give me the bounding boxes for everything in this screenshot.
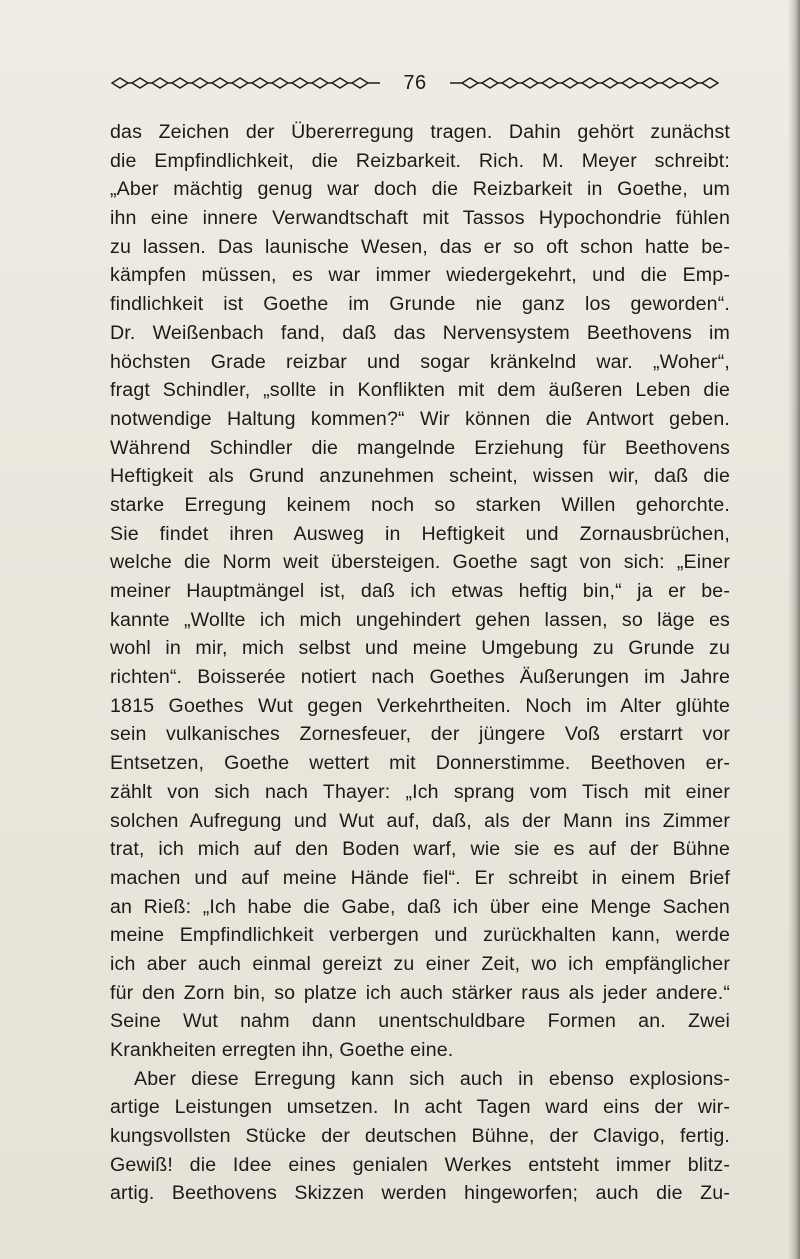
text-line-paragraph-end: Krankheiten erregten ihn, Goethe eine.	[110, 1039, 454, 1061]
text-line: Dr. Weißenbach fand, daß das Nervensystem Beethovens im	[110, 321, 730, 344]
text-line: richten“. Boisserée notiert nach Goethes Äußerungen im Jahre	[110, 666, 730, 689]
text-line: zu lassen. Das launische Wesen, das er so oft schon hatte be-	[110, 235, 730, 258]
text-line: artige Leistungen umsetzen. In acht Tagen ward eins der wir-	[110, 1096, 730, 1119]
text-line: artig. Beethovens Skizzen werden hingeworfen; auch die Zu-	[110, 1182, 730, 1205]
text-line: kungsvollsten Stücke der deutschen Bühne, der Clavigo, fertig.	[110, 1125, 730, 1148]
page-edge-shadow	[788, 0, 800, 1259]
text-line: starke Erregung keinem noch so starken Willen gehorchte.	[110, 493, 730, 516]
text-line: Entsetzen, Goethe wettert mit Donnerstimme. Beethoven er-	[110, 752, 730, 775]
text-line: für den Zorn bin, so platze ich auch stärker raus als jeder andere.“	[110, 981, 730, 1004]
text-line: wohl in mir, mich selbst und meine Umgebung zu Grunde zu	[110, 637, 730, 660]
page-header	[110, 68, 720, 98]
text-line: an Rieß: „Ich habe die Gabe, daß ich über eine Menge Sachen	[110, 895, 730, 918]
text-line: zählt von sich nach Thayer: „Ich sprang vom Tisch mit einer	[110, 780, 730, 803]
text-line: kannte „Wollte ich mich ungehindert gehen lassen, so läge es	[110, 608, 730, 631]
text-line: sein vulkanisches Zornesfeuer, der jüngere Voß erstarrt vor	[110, 723, 730, 746]
text-line: machen und auf meine Hände fiel“. Er schreibt in einem Brief	[110, 866, 730, 889]
text-line: meiner Hauptmängel ist, daß ich etwas heftig bin,“ ja er be-	[110, 580, 730, 602]
diamond-chain-ornament-icon	[110, 76, 382, 90]
text-line: kämpfen müssen, es war immer wiedergekehrt, und die Emp-	[110, 264, 730, 287]
text-line: Seine Wut nahm dann unentschuldbare Formen an. Zwei	[110, 1010, 730, 1033]
diamond-chain-ornament-icon	[448, 76, 720, 90]
text-line: welche die Norm weit übersteigen. Goethe sagt von sich: „Einer	[110, 551, 730, 574]
text-line: Während Schindler die mangelnde Erziehung für Beethovens	[110, 436, 730, 459]
text-line: Sie findet ihren Ausweg in Heftigkeit und Zornausbrüchen,	[110, 522, 730, 545]
text-line: meine Empfindlichkeit verbergen und zurückhalten kann, werde	[110, 924, 730, 947]
text-line: notwendige Haltung kommen?“ Wir können die Antwort geben.	[110, 407, 730, 430]
text-line: 1815 Goethes Wut gegen Verkehrtheiten. Noch im Alter glühte	[110, 694, 730, 717]
text-line: Heftigkeit als Grund anzunehmen scheint, wissen wir, daß die	[110, 465, 730, 488]
text-line: höchsten Grade reizbar und sogar kränkelnd war. „Woher“,	[110, 350, 730, 373]
body-text	[110, 118, 730, 1208]
text-line: solchen Aufregung und Wut auf, daß, als der Mann ins Zimmer	[110, 809, 730, 832]
text-line: das Zeichen der Übererregung tragen. Dahin gehört zunächst	[110, 121, 730, 143]
text-line: trat, ich mich auf den Boden warf, wie sie es auf der Bühne	[110, 838, 730, 861]
text-line: findlichkeit ist Goethe im Grunde nie ganz los geworden“.	[110, 293, 730, 316]
text-line-paragraph-start: Aber diese Erregung kann sich auch in ebenso explosions-	[134, 1067, 730, 1090]
text-line: ich aber auch einmal gereizt zu einer Zeit, wo ich empfänglicher	[110, 952, 730, 975]
text-line: ihn eine innere Verwandtschaft mit Tassos Hypochondrie fühlen	[110, 207, 730, 230]
text-line: fragt Schindler, „sollte in Konflikten mit dem äußeren Leben die	[110, 379, 730, 402]
text-line: „Aber mächtig genug war doch die Reizbarkeit in Goethe, um	[110, 178, 730, 201]
text-line: Gewiß! die Idee eines genialen Werkes entsteht immer blitz-	[110, 1153, 730, 1176]
text-line: die Empfindlichkeit, die Reizbarkeit. Rich. M. Meyer schreibt:	[110, 149, 730, 172]
page-number: 76	[403, 71, 427, 94]
